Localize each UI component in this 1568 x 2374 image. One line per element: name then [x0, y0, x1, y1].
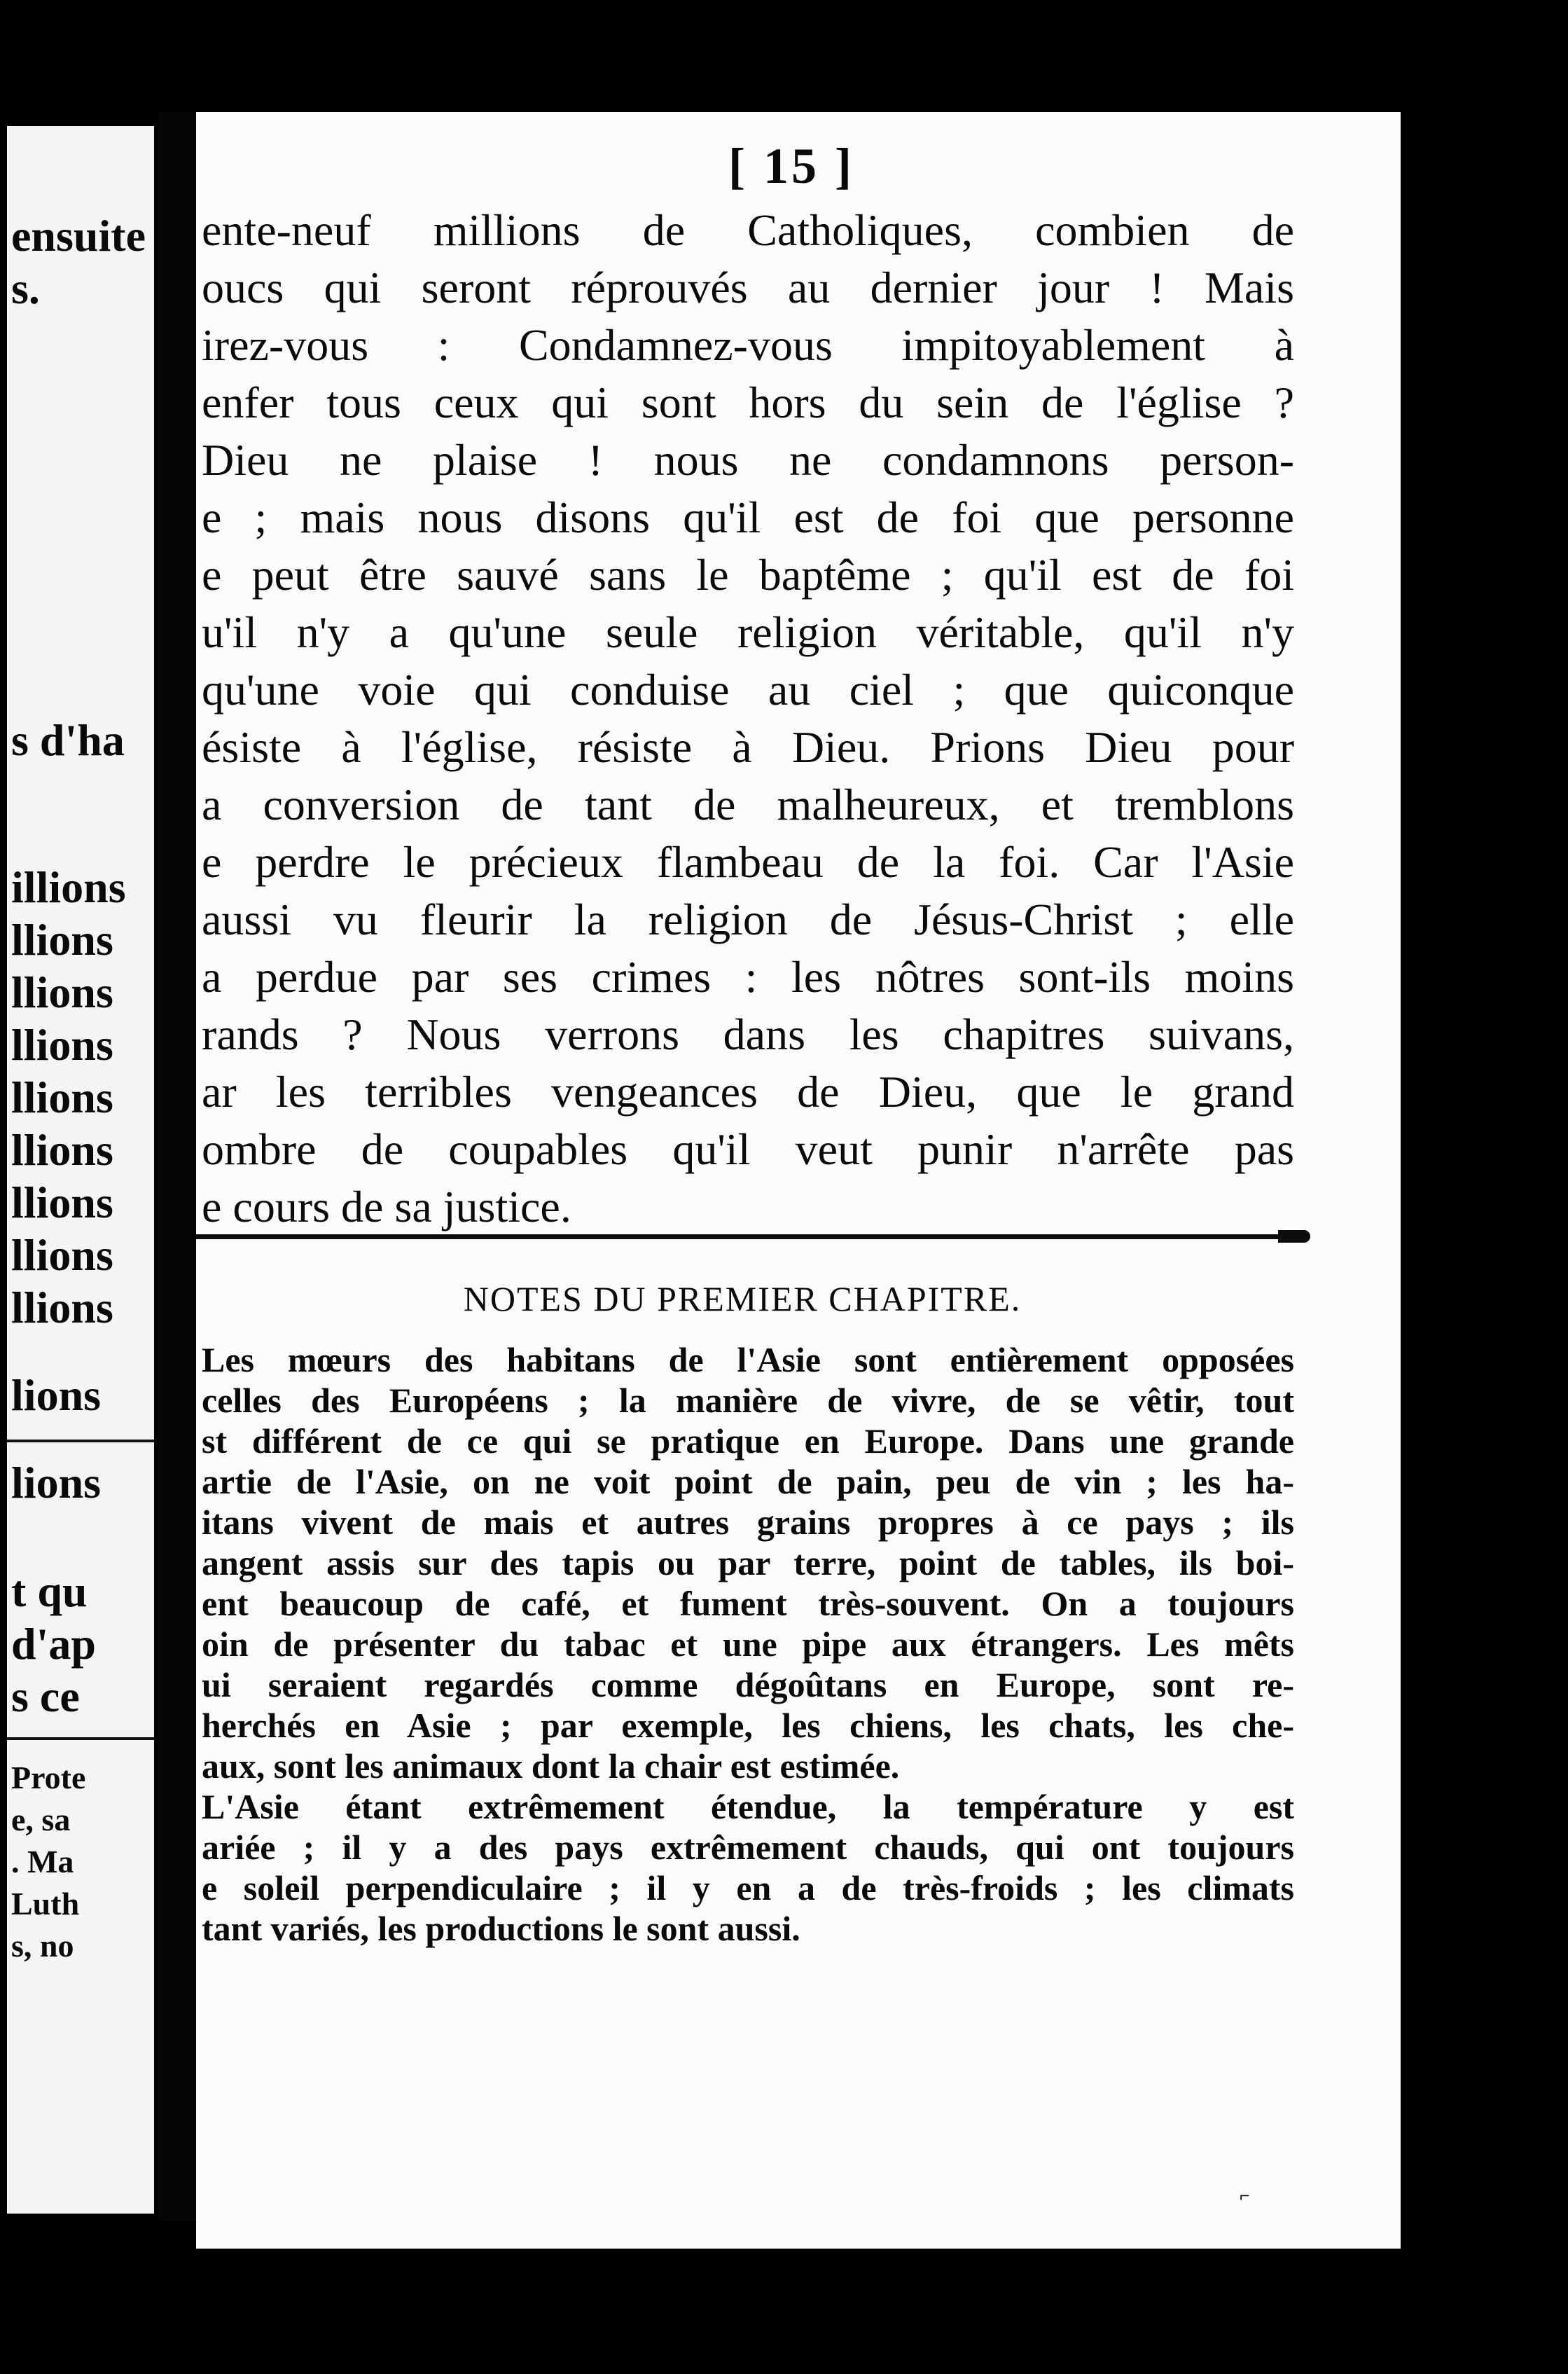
note-line: oin de présenter du tabac et une pipe aux étrangers. Les mêts — [202, 1624, 1294, 1664]
note-line: L'Asie étant extrêmement étendue, la température y est — [202, 1787, 1294, 1826]
fragment-rule — [7, 1440, 154, 1442]
note-line: angent assis sur des tapis ou par terre, point de tables, ils boi- — [202, 1543, 1294, 1582]
fragment-line: lions — [11, 1458, 102, 1507]
fragment-line: ensuite — [11, 211, 146, 261]
page-number: [ 15 ] — [728, 138, 854, 194]
fragment-line: Luth — [11, 1886, 80, 1921]
note-line: aux, sont les animaux dont la chair est estimée. — [202, 1746, 900, 1786]
text-line: a conversion de tant de malheureux, et tremblons — [202, 780, 1294, 829]
text-line: aussi vu fleurir la religion de Jésus-Christ ; elle — [202, 895, 1294, 944]
note-line: celles des Européens ; la manière de vivre, de se vêtir, tout — [202, 1381, 1294, 1420]
body-text — [202, 202, 1294, 1236]
fragment-line: llions — [11, 967, 113, 1017]
book-page — [196, 112, 1401, 2249]
text-line: a perdue par ses crimes : les nôtres sont-ils moins — [202, 952, 1294, 1002]
text-line: e cours de sa justice. — [202, 1182, 571, 1231]
text-line: ar les terribles vengeances de Dieu, que le grand — [202, 1067, 1294, 1117]
fragment-line: llions — [11, 1230, 113, 1280]
fragment-line: llions — [11, 1020, 113, 1070]
fragment-line: llions — [11, 1283, 113, 1332]
fragment-line: llions — [11, 1072, 113, 1122]
note-line: Les mœurs des habitans de l'Asie sont entièrement opposées — [202, 1340, 1294, 1379]
rule-ornament — [1278, 1230, 1310, 1243]
fragment-line: lions — [11, 1370, 102, 1420]
text-line: enfer tous ceux qui sont hors du sein de l'église ? — [202, 378, 1294, 427]
text-line: e perdre le précieux flambeau de la foi. Car l'Asie — [202, 837, 1294, 887]
fragment-line: llions — [11, 915, 113, 965]
fragment-line: Prote — [11, 1760, 86, 1795]
fragment-line: d'ap — [11, 1619, 96, 1669]
notes-text — [202, 1339, 1294, 1949]
note-line: ui seraient regardés comme dégoûtans en Europe, sont re- — [202, 1665, 1294, 1704]
text-line: Dieu ne plaise ! nous ne condamnons person- — [202, 435, 1294, 485]
note-line: herchés en Asie ; par exemple, les chiens, les chats, les che- — [202, 1706, 1294, 1745]
text-line: qu'une voie qui conduise au ciel ; que quiconque — [202, 665, 1294, 715]
fragment-line: . Ma — [11, 1844, 74, 1879]
fragment-line: llions — [11, 1178, 113, 1227]
printer-mark: ⌐ — [1240, 2186, 1250, 2206]
text-line: rands ? Nous verrons dans les chapitres suivans, — [202, 1009, 1294, 1059]
fragment-line: illions — [11, 862, 126, 912]
text-line: oucs qui seront réprouvés au dernier jour ! Mais — [202, 263, 1294, 312]
text-line: ente-neuf millions de Catholiques, combien de — [202, 205, 1294, 255]
text-line: e peut être sauvé sans le baptême ; qu'il est de foi — [202, 550, 1294, 600]
fragment-rule — [7, 1737, 154, 1740]
note-line: e soleil perpendiculaire ; il y en a de très-froids ; les climats — [202, 1868, 1294, 1907]
fragment-line: s ce — [11, 1671, 80, 1721]
book-gutter — [158, 112, 200, 2221]
fragment-line: e, sa — [11, 1802, 71, 1837]
notes-title: NOTES DU PREMIER CHAPITRE. — [463, 1279, 1022, 1318]
text-line: irez-vous : Condamnez-vous impitoyablement à — [202, 320, 1294, 370]
text-line: ésiste à l'église, résiste à Dieu. Prions Dieu pour — [202, 722, 1294, 772]
note-line: ariée ; il y a des pays extrêmement chauds, qui ont toujours — [202, 1828, 1294, 1867]
fragment-line: t qu — [11, 1566, 88, 1616]
fragment-line: s d'ha — [11, 715, 125, 765]
section-rule — [196, 1234, 1289, 1239]
note-line: artie de l'Asie, on ne voit point de pain, peu de vin ; les ha- — [202, 1462, 1294, 1501]
text-line: e ; mais nous disons qu'il est de foi que personne — [202, 492, 1294, 542]
text-line: ombre de coupables qu'il veut punir n'arrête pas — [202, 1124, 1294, 1174]
note-line: st différent de ce qui se pratique en Europe. Dans une grande — [202, 1421, 1294, 1461]
text-line: u'il n'y a qu'une seule religion véritable, qu'il n'y — [202, 607, 1294, 657]
note-line: tant variés, les productions le sont aussi. — [202, 1909, 800, 1948]
facing-page-fragment — [7, 126, 154, 2214]
note-line: ent beaucoup de café, et fument très-souvent. On a toujours — [202, 1584, 1294, 1623]
note-line: itans vivent de mais et autres grains propres à ce pays ; ils — [202, 1503, 1294, 1542]
fragment-line: llions — [11, 1125, 113, 1175]
fragment-line: s, no — [11, 1928, 74, 1964]
fragment-line: s. — [11, 263, 40, 313]
